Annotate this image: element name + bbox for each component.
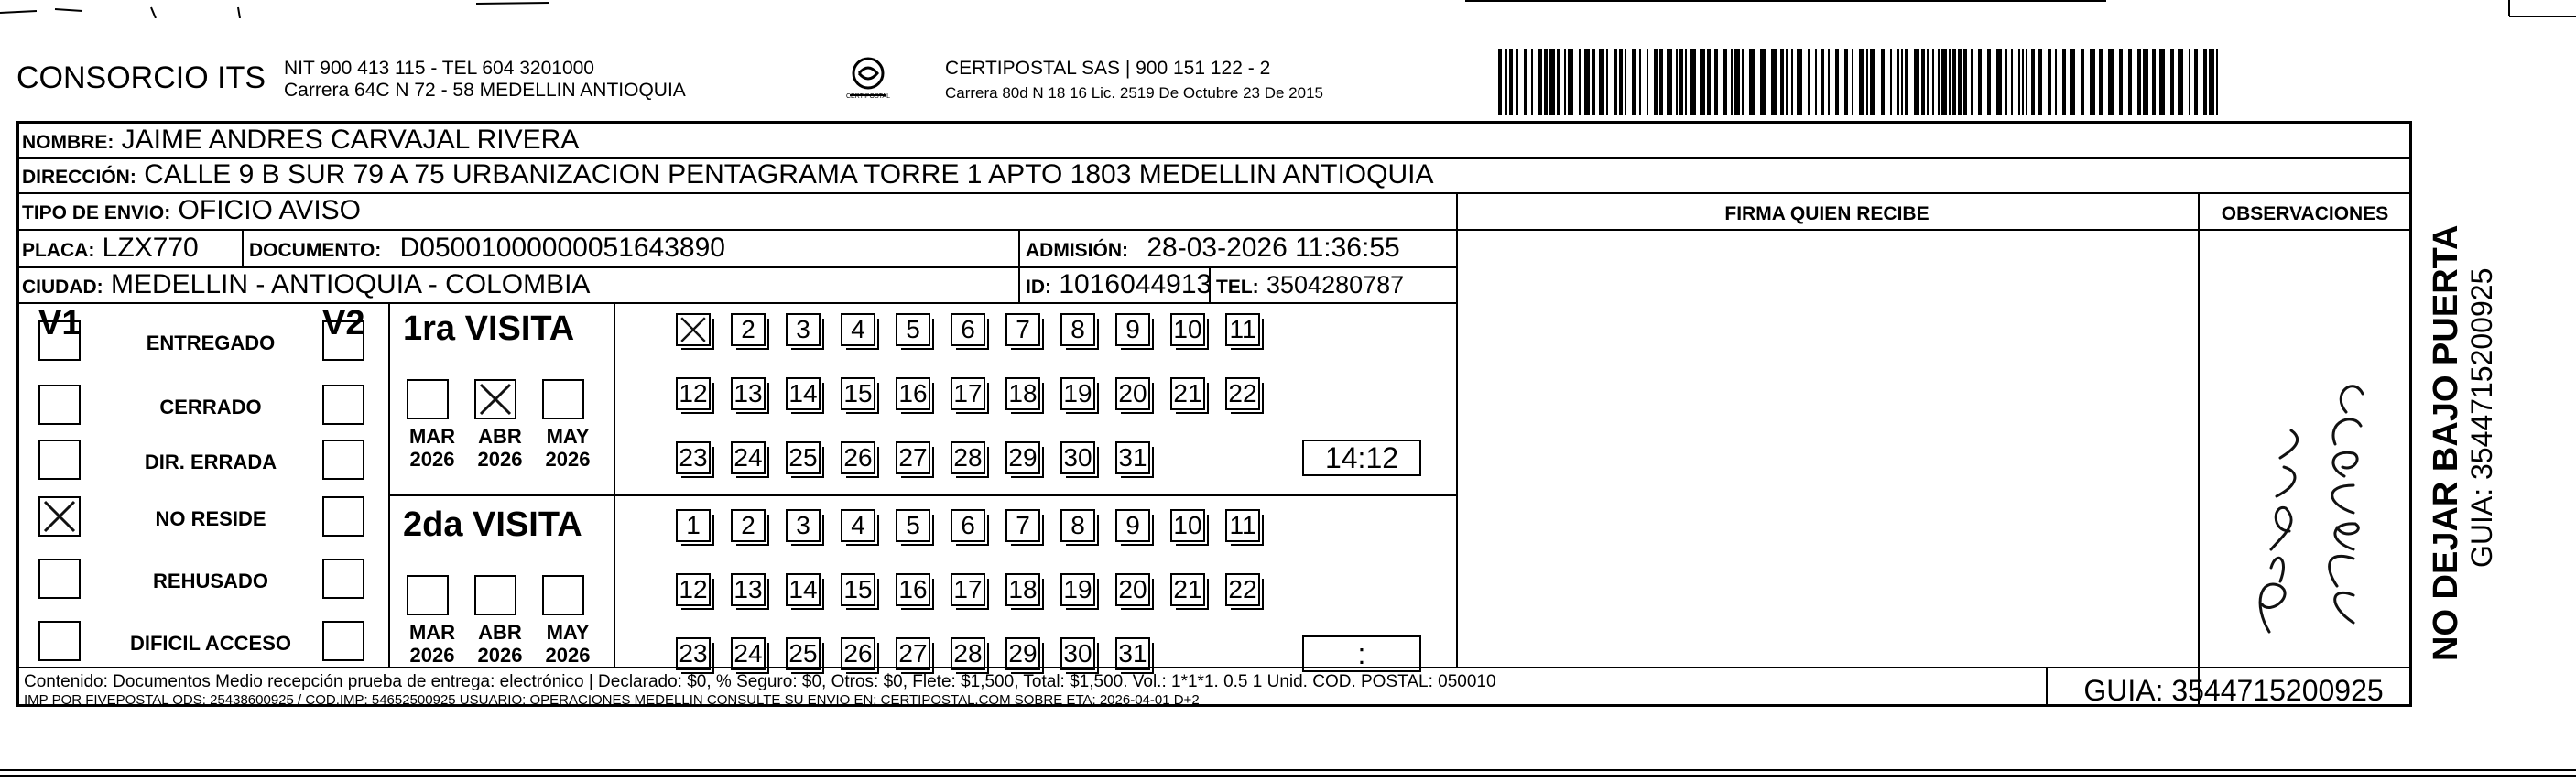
contenido-line: Contenido: Documentos Medio recepción prueba de entrega: electrónico | Declarado: $0, % Seguro: $0, Otros: $0, Flete: $1,500, Total: $1,500. Vol.: 1*1*1. 0.5 1 Unid. COD. POSTAL: 050010	[24, 672, 1496, 691]
company-name: CONSORCIO ITS	[16, 60, 266, 95]
second-visit-label: 2da VISITA	[403, 505, 582, 544]
day-box[interactable]: 7	[1005, 313, 1040, 346]
day-box[interactable]: 13	[731, 573, 766, 606]
day-box[interactable]: 3	[786, 509, 821, 542]
day-box[interactable]: 28	[951, 441, 985, 474]
nombre-label: NOMBRE:	[22, 132, 114, 153]
logo-text: CERTIPOSTAL	[846, 93, 890, 100]
v1-checkbox[interactable]	[38, 440, 81, 480]
direccion-label: DIRECCIÓN:	[22, 167, 136, 188]
visit-time[interactable]: :	[1302, 635, 1421, 672]
month-label: ABR 2026	[477, 425, 523, 471]
day-box[interactable]: 19	[1060, 377, 1095, 410]
day-box[interactable]: 12	[676, 377, 711, 410]
carrier-line: CERTIPOSTAL SAS | 900 151 122 - 2	[945, 58, 1271, 79]
day-box[interactable]: 25	[786, 637, 821, 670]
month-label: MAY 2026	[545, 621, 591, 667]
day-box[interactable]: 20	[1115, 377, 1150, 410]
id-label: ID:	[1026, 277, 1051, 298]
top-scribble	[0, 0, 2576, 18]
nit-line: NIT 900 413 115 - TEL 604 3201000	[284, 58, 594, 79]
id-number: 1016044913	[1059, 269, 1212, 299]
day-box[interactable]: 31	[1115, 441, 1150, 474]
day-box[interactable]: 20	[1115, 573, 1150, 606]
v2-checkbox[interactable]	[322, 559, 364, 599]
day-box[interactable]: 30	[1060, 441, 1095, 474]
day-box[interactable]: 2	[731, 509, 766, 542]
month-label: MAR 2026	[408, 425, 456, 471]
ciudad-label: CIUDAD:	[22, 277, 103, 298]
v2-checkbox[interactable]	[322, 385, 364, 425]
day-box[interactable]: 5	[896, 313, 930, 346]
day-box[interactable]: 16	[896, 377, 930, 410]
day-box[interactable]: 11	[1225, 509, 1260, 542]
side-guia: GUIA: 3544715200925	[2465, 267, 2498, 568]
day-box[interactable]: 8	[1060, 509, 1095, 542]
admision-label: ADMISIÓN:	[1026, 240, 1128, 261]
v1-checkbox[interactable]	[38, 320, 81, 361]
day-box[interactable]: 22	[1225, 573, 1260, 606]
day-box[interactable]: 15	[841, 573, 875, 606]
month-label: MAY 2026	[545, 425, 591, 471]
day-box[interactable]: 18	[1005, 377, 1040, 410]
status-label: DIFICIL ACCESO	[129, 632, 291, 655]
day-box[interactable]: 27	[896, 637, 930, 670]
company-address: Carrera 64C N 72 - 58 MEDELLIN ANTIOQUIA	[284, 80, 686, 101]
month-checkbox[interactable]	[542, 575, 584, 615]
firma-label: FIRMA QUIEN RECIBE	[1724, 203, 1929, 224]
month-checkbox[interactable]	[542, 379, 584, 419]
carrier-address: Carrera 80d N 18 16 Lic. 2519 De Octubre 23 De 2015	[945, 84, 1323, 102]
status-label: ENTREGADO	[146, 331, 276, 354]
v2-checkbox[interactable]	[322, 440, 364, 480]
visit-time[interactable]: 14:12	[1302, 440, 1421, 476]
first-visit-label: 1ra VISITA	[403, 310, 575, 348]
day-box[interactable]: 23	[676, 441, 711, 474]
placa-label: PLACA:	[22, 240, 95, 261]
documento-label: DOCUMENTO:	[249, 240, 382, 261]
certipostal-logo	[841, 53, 896, 117]
tel-label: TEL:	[1216, 277, 1259, 298]
recipient-address: CALLE 9 B SUR 79 A 75 URBANIZACION PENTAGRAMA TORRE 1 APTO 1803 MEDELLIN ANTIOQUIA	[144, 159, 1434, 190]
status-label: REHUSADO	[153, 570, 268, 592]
day-box[interactable]: 9	[1115, 313, 1150, 346]
day-box[interactable]: 12	[676, 573, 711, 606]
day-box[interactable]: 26	[841, 441, 875, 474]
day-box[interactable]: 10	[1170, 313, 1205, 346]
v1-checkbox[interactable]	[38, 496, 81, 537]
day-box[interactable]: 9	[1115, 509, 1150, 542]
day-box[interactable]: 25	[786, 441, 821, 474]
day-box[interactable]: 6	[951, 509, 985, 542]
status-label: DIR. ERRADA	[144, 451, 277, 473]
v2-checkbox[interactable]	[322, 320, 364, 361]
imp-line: IMP POR FIVEPOSTAL ODS: 25438600925 / COD.IMP: 54652500925 USUARIO: OPERACIONES MEDELLIN CONSULTE SU ENVIO EN: CERTIPOSTAL.COM SOBRE ETA: 2026-04-01 D+2	[24, 692, 1200, 708]
month-checkbox[interactable]	[474, 575, 516, 615]
day-box[interactable]: 3	[786, 313, 821, 346]
v2-label: V2	[322, 304, 365, 342]
day-box[interactable]: 10	[1170, 509, 1205, 542]
status-label: CERRADO	[159, 396, 262, 418]
month-checkbox[interactable]	[407, 379, 449, 419]
day-box[interactable]: 4	[841, 313, 875, 346]
v2-checkbox[interactable]	[322, 621, 364, 661]
day-box[interactable]: 19	[1060, 573, 1095, 606]
no-dejar-bajo-puerta: NO DEJAR BAJO PUERTA	[2427, 224, 2465, 661]
day-box[interactable]: 31	[1115, 637, 1150, 670]
day-box[interactable]: 26	[841, 637, 875, 670]
month-label: MAR 2026	[408, 621, 456, 667]
ciudad: MEDELLIN - ANTIOQUIA - COLOMBIA	[111, 269, 591, 299]
day-box[interactable]: 23	[676, 637, 711, 670]
telefono: 3504280787	[1266, 271, 1405, 299]
day-box[interactable]: 11	[1225, 313, 1260, 346]
month-label: ABR 2026	[477, 621, 523, 667]
day-box[interactable]: 21	[1170, 573, 1205, 606]
recipient-name: JAIME ANDRES CARVAJAL RIVERA	[121, 125, 580, 155]
day-box[interactable]: 27	[896, 441, 930, 474]
day-box[interactable]: 29	[1005, 441, 1040, 474]
day-box[interactable]: 18	[1005, 573, 1040, 606]
day-box[interactable]: 4	[841, 509, 875, 542]
day-box[interactable]: 13	[731, 377, 766, 410]
day-box[interactable]: 17	[951, 377, 985, 410]
v2-checkbox[interactable]	[322, 496, 364, 537]
day-box[interactable]: 24	[731, 637, 766, 670]
placa: LZX770	[102, 233, 199, 263]
v1-label: V1	[38, 304, 82, 342]
v1-checkbox[interactable]	[38, 559, 81, 599]
day-box[interactable]: 7	[1005, 509, 1040, 542]
day-box[interactable]: 14	[786, 573, 821, 606]
day-box[interactable]: 28	[951, 637, 985, 670]
day-box[interactable]: 17	[951, 573, 985, 606]
v1-checkbox[interactable]	[38, 385, 81, 425]
shipment-barcode	[1498, 49, 2231, 115]
day-box[interactable]: 22	[1225, 377, 1260, 410]
observaciones-label: OBSERVACIONES	[2221, 203, 2389, 224]
day-box[interactable]	[676, 313, 711, 346]
day-box[interactable]: 30	[1060, 637, 1095, 670]
day-box[interactable]: 14	[786, 377, 821, 410]
day-box[interactable]: 21	[1170, 377, 1205, 410]
status-label: NO RESIDE	[155, 507, 266, 530]
day-box[interactable]: 16	[896, 573, 930, 606]
day-box[interactable]: 8	[1060, 313, 1095, 346]
day-box[interactable]: 6	[951, 313, 985, 346]
day-box[interactable]: 2	[731, 313, 766, 346]
tipo-envio: OFICIO AVISO	[178, 195, 362, 225]
handwritten-signature	[2216, 256, 2399, 659]
tipo-envio-label: TIPO DE ENVIO:	[22, 202, 171, 223]
admision: 28-03-2026 11:36:55	[1147, 233, 1400, 263]
day-box[interactable]: 24	[731, 441, 766, 474]
v1-checkbox[interactable]	[38, 621, 81, 661]
day-box[interactable]: 5	[896, 509, 930, 542]
month-checkbox[interactable]	[474, 379, 516, 419]
day-box[interactable]: 29	[1005, 637, 1040, 670]
month-checkbox[interactable]	[407, 575, 449, 615]
guia-number: GUIA: 3544715200925	[2083, 674, 2384, 707]
day-box[interactable]: 1	[676, 509, 711, 542]
documento: D05001000000051643890	[399, 233, 725, 263]
day-box[interactable]: 15	[841, 377, 875, 410]
